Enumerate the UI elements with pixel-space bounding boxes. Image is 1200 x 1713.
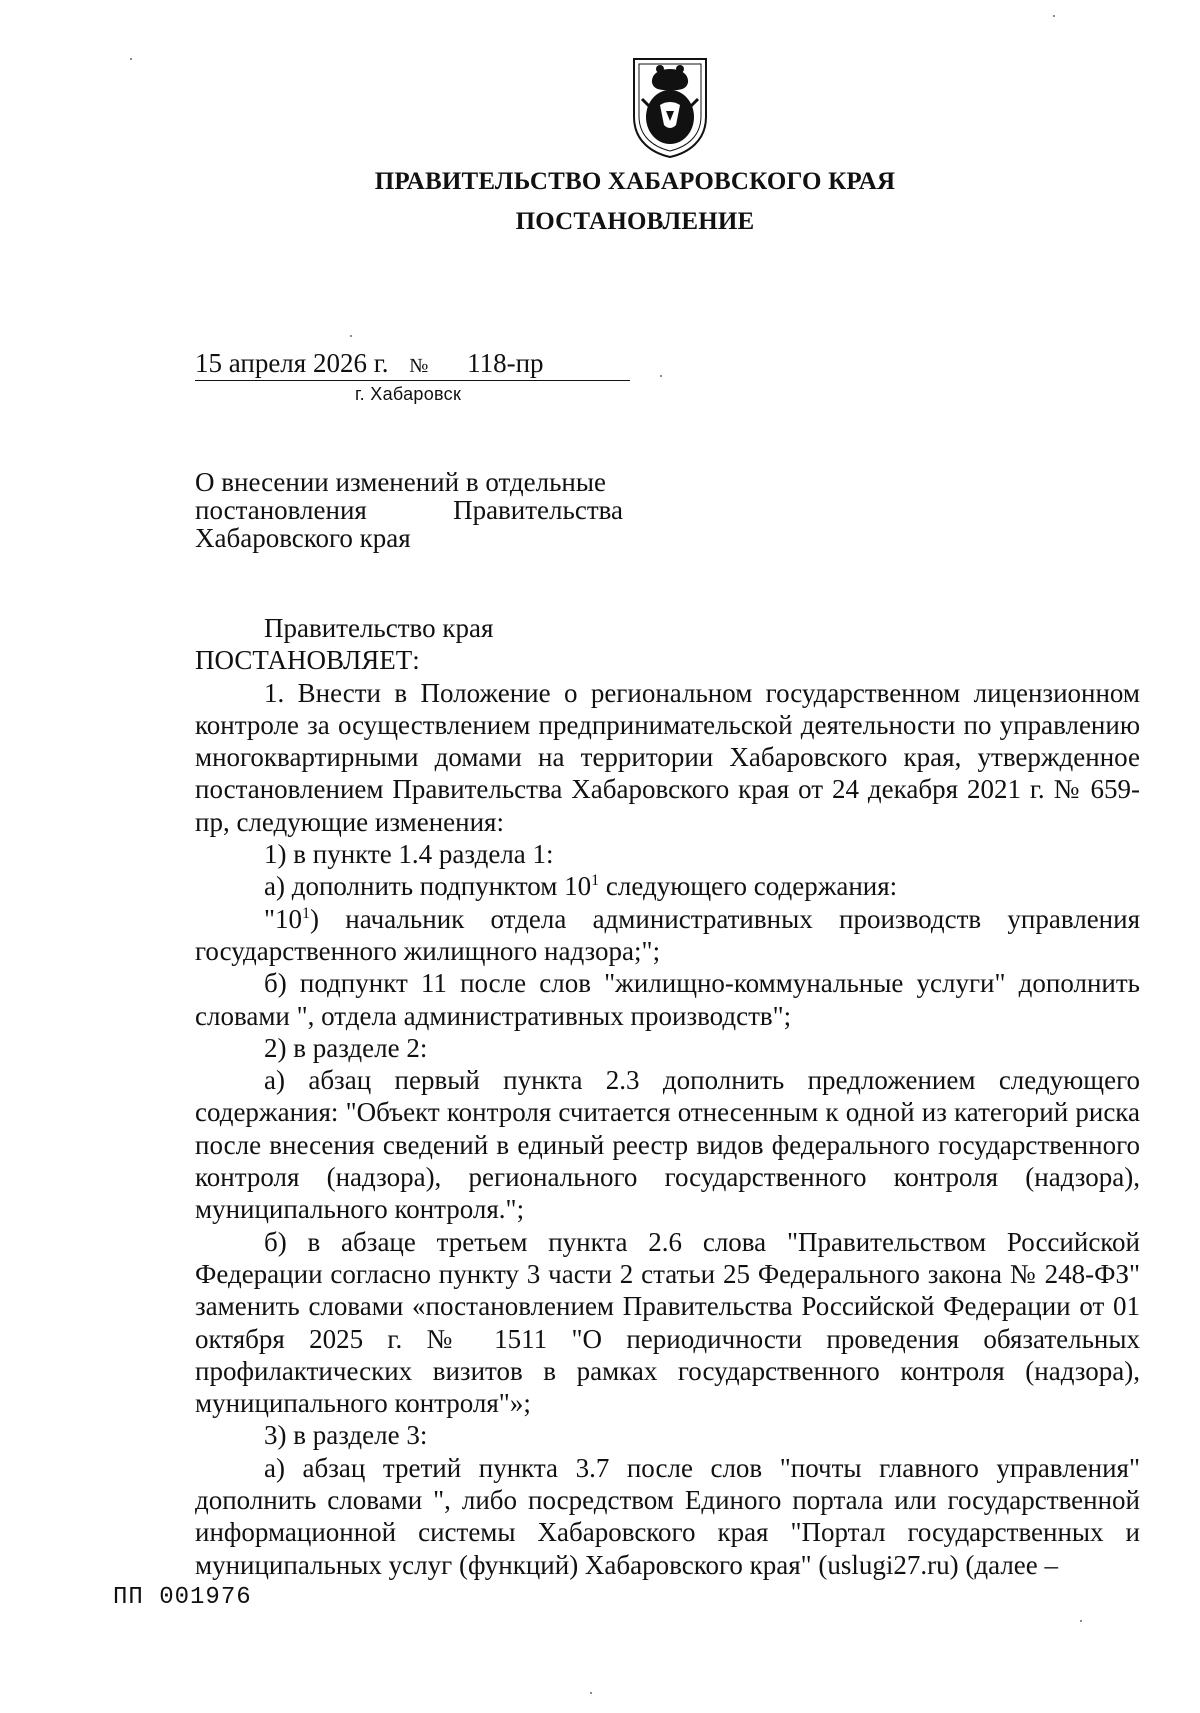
khabarovsk-coat-of-arms-icon <box>630 55 710 160</box>
scan-speck <box>590 1692 592 1694</box>
document-date: 15 апреля 2026 г. <box>195 348 389 378</box>
document-body <box>195 612 1140 1581</box>
paragraph-3 <box>195 870 1140 902</box>
paragraph-10: а) абзац третий пункта 3.7 после слов "почты главного управления" дополнить словами ", либо посредством Единого портала или государственной информационной системы Хабаровского края "Портал государственных и муниципальных услуг (функций) Хабаровского края" (uslugi27.ru) (далее – <box>195 1452 1140 1580</box>
paragraph-9: 3) в разделе 3: <box>264 1420 428 1451</box>
decree-word: ПОСТАНОВЛЯЕТ: <box>195 645 420 676</box>
paragraph-7: а) абзац первый пункта 2.3 дополнить предложением следующего содержания: "Объект контроля считается отнесенным к одной из категорий риска после внесения сведений в единый реестр видов федерального государственного контроля (надзора), регионального государственного контроля (надзора), муниципального контроля."; <box>195 1065 1140 1225</box>
paragraph-2: 1) в пункте 1.4 раздела 1: <box>264 839 554 870</box>
requisites-underline <box>195 380 630 381</box>
paragraph-8: б) в абзаце третьем пункта 2.6 слова "Правительством Российской Федерации согласно пункту 3 части 2 статьи 25 Федерального закона № 248-ФЗ" заменить словами «постановлением Правительства Российской Федерации от 01 октября 2025 г. № 1511 "О периодичности проведения обязательных профилактических визитов в рамках государственного контроля (надзора), муниципального контроля"»; <box>195 1226 1140 1419</box>
subject-line-2-left: постановления <box>195 495 367 525</box>
city-label: г. Хабаровск <box>355 384 462 404</box>
document-type-title: ПОСТАНОВЛЕНИЕ <box>515 208 755 235</box>
scan-speck <box>350 335 352 337</box>
document-subject <box>195 468 623 552</box>
scan-speck <box>130 58 132 60</box>
organization-title: ПРАВИТЕЛЬСТВО ХАБАРОВСКОГО КРАЯ <box>374 168 896 195</box>
scan-speck <box>1080 1620 1082 1622</box>
paragraph-5: б) подпункт 11 после слов "жилищно-коммунальные услуги" дополнить словами ", отдела административных производств"; <box>195 968 1140 1031</box>
paragraph-6: 2) в разделе 2: <box>264 1032 428 1063</box>
document-requisites <box>195 348 544 379</box>
subject-line-2-right: Правительства <box>453 495 623 525</box>
document-form-code: ПП 001976 <box>113 1584 252 1611</box>
number-sign: № <box>409 355 429 377</box>
subject-line-2 <box>195 496 623 524</box>
paragraph-4 <box>195 903 1140 968</box>
paragraph-3-tail: следующего содержания: <box>599 871 898 902</box>
subject-line-1: О внесении изменений в отдельные <box>195 467 606 497</box>
scan-speck <box>660 375 662 377</box>
subject-line-3: Хабаровского края <box>195 523 411 553</box>
superscript: 1 <box>302 904 311 922</box>
preamble: Правительство края <box>264 613 494 643</box>
scan-speck <box>1053 15 1055 17</box>
paragraph-4-text: "10 <box>264 903 303 934</box>
paragraph-3-text: а) дополнить подпунктом 10 <box>264 871 592 902</box>
superscript: 1 <box>591 872 600 890</box>
document-number: 118-пр <box>467 348 544 378</box>
paragraph-4-tail: ) начальник отдела административных производств управления государственного жилищного надзора;"; <box>195 903 1140 966</box>
paragraph-1: 1. Внести в Положение о региональном государственном лицензионном контроле за осуществлением предпринимательской деятельности по управлению многоквартирными домами на территории Хабаровского края, утвержденное постановлением Правительства Хабаровского края от 24 декабря 2021 г. № 659-пр, следующие изменения: <box>195 677 1140 837</box>
